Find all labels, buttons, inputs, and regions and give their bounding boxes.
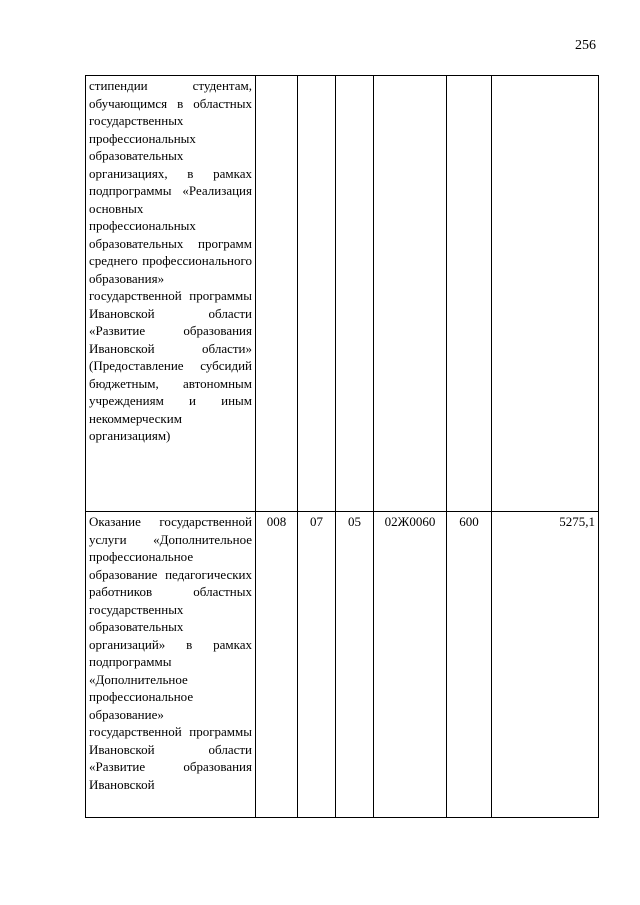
subsection-code-cell: [336, 76, 374, 512]
expense-type-cell: [447, 76, 492, 512]
ministry-code-cell: [256, 76, 298, 512]
amount-cell: [492, 76, 599, 512]
table-row: [86, 76, 599, 512]
budget-table: [85, 75, 599, 818]
target-article-cell: 02Ж0060: [374, 512, 447, 818]
ministry-code-cell: 008: [256, 512, 298, 818]
row-description: стипендии студентам, обучающимся в областных государственных профессиональных образовательных организациях, в рамках подпрограммы «Реализация основных профессиональных образовательных программ среднего профессионального образования» государственной программы Ивановской области «Развитие образования Ивановской области» (Предоставление субсидий бюджетным, автономным учреждениям и иным некоммерческим организациям): [86, 76, 256, 512]
section-code-cell: [298, 76, 336, 512]
page-number: 256: [575, 38, 596, 53]
expense-type-cell: 600: [447, 512, 492, 818]
amount-cell: 5275,1: [492, 512, 599, 818]
table-row: [86, 512, 599, 818]
row-description: Оказание государственной услуги «Дополнительное профессиональное образование педагогических работников областных государственных образовательных организаций» в рамках подпрограммы «Дополнительное профессиональное образование» государственной программы Ивановской области «Развитие образования Ивановской: [86, 512, 256, 818]
target-article-cell: [374, 76, 447, 512]
subsection-code-cell: 05: [336, 512, 374, 818]
section-code-cell: 07: [298, 512, 336, 818]
